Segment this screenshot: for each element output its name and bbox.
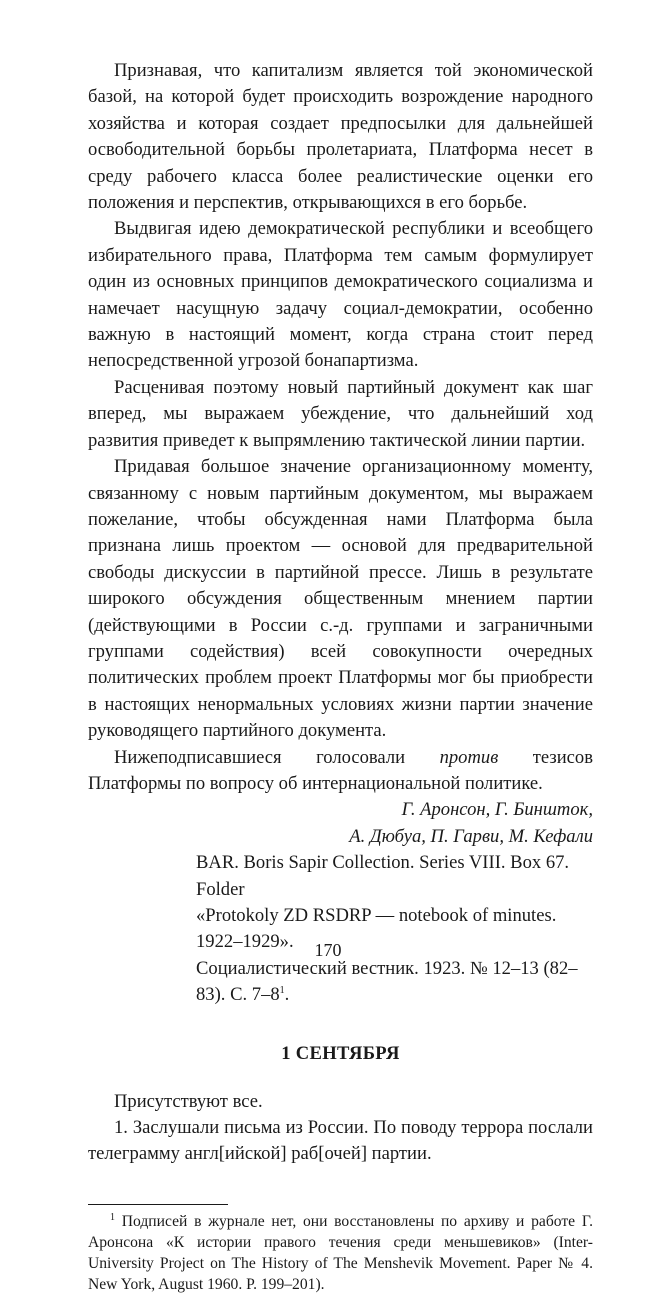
section-heading: 1 СЕНТЯБРЯ bbox=[281, 1042, 400, 1064]
voted-against-lead: Нижеподписавшиеся голосовали bbox=[114, 746, 440, 768]
paragraph-step-forward: Расценивая поэтому новый партийный документ как шаг вперед, мы выражаем убеждение, что дальнейший ход развития приведет к выпрямлению тактической линии партии. bbox=[88, 376, 593, 451]
source-citation bbox=[196, 850, 593, 1008]
paragraph-organizational: Придавая большое значение организационному моменту, связанному с новым партийным документом, мы выражаем пожелание, чтобы обсужденная нами Платформа была признана лишь проектом — основой для предварительной свободы дискуссии в партийной прессе. Лишь в результате широкого обсуждения общественным мнением партии (действующими в России с.-д. группами и заграничными группами содействия) всей совокупности очередных политических проблем проект Платформы мог бы приобрести в настоящих ненормальных условиях жизни партии значение руководящего партийного документа. bbox=[88, 456, 593, 742]
section-paragraph-present: Присутствуют все. bbox=[114, 1090, 263, 1112]
page-body bbox=[88, 58, 593, 1295]
voted-against-tail: тезисов Платформы по вопросу об интернациональной политике. bbox=[88, 746, 593, 794]
source-line-2: «Protokoly ZD RSDRP — notebook of minutes. 1922–1929». bbox=[196, 905, 557, 953]
main-text bbox=[88, 58, 593, 850]
source-line-3-text: Социалистический вестник. 1923. № 12–13 (82–83). С. 7–8 bbox=[196, 957, 578, 1006]
voted-against-emphasis: против bbox=[439, 746, 499, 768]
footnote-marker: 1 bbox=[110, 1211, 115, 1223]
footnote bbox=[88, 1211, 593, 1295]
signatures bbox=[88, 797, 593, 850]
signature-line-1: Г. Аронсон, Г. Биншток, bbox=[401, 799, 593, 821]
signature-line-2: А. Дюбуа, П. Гарви, М. Кефали bbox=[349, 825, 593, 847]
source-line-3-end: . bbox=[284, 984, 290, 1006]
footnote-reference: 1 bbox=[279, 985, 285, 997]
source-line-1: BAR. Boris Sapir Collection. Series VIII. Box 67. Folder bbox=[196, 852, 570, 900]
footnote-text: Подписей в журнале нет, они восстановлены по архиву и работе Г. Аронсона «К истории правого течения среди меньшевиков» (Inter-University Project on The History of The Menshevik Movement. Paper № 4. New York, August 1960. P. 199–201). bbox=[88, 1212, 593, 1293]
paragraph-democratic-republic: Выдвигая идею демократической республики и всеобщего избирательного права, Платформа тем самым формулирует один из основных принципов демократического социализма и намечает насущную задачу социал-демократии, особенно важную в настоящий момент, когда страна стоит перед непосредственной угрозой бонапартизма. bbox=[88, 218, 593, 372]
section-paragraph-letters: 1. Заслушали письма из России. По поводу террора послали телеграмму англ[ийской] раб[очей] партии. bbox=[88, 1117, 593, 1165]
section-text bbox=[88, 1089, 593, 1168]
page-number: 170 bbox=[314, 940, 342, 960]
paragraph-capitalism: Признавая, что капитализм является той экономической базой, на которой будет происходить возрождение народного хозяйства и которая создает предпосылки для дальнейшей освободительной борьбы пролетариата, Платформа несет в среду рабочего класса более реалистические оценки его положения и перспектив, открывающихся в его борьбе. bbox=[88, 60, 593, 214]
footnote-divider bbox=[88, 1204, 228, 1205]
paragraph-voted-against bbox=[88, 745, 593, 798]
source-line-3 bbox=[196, 956, 593, 1009]
